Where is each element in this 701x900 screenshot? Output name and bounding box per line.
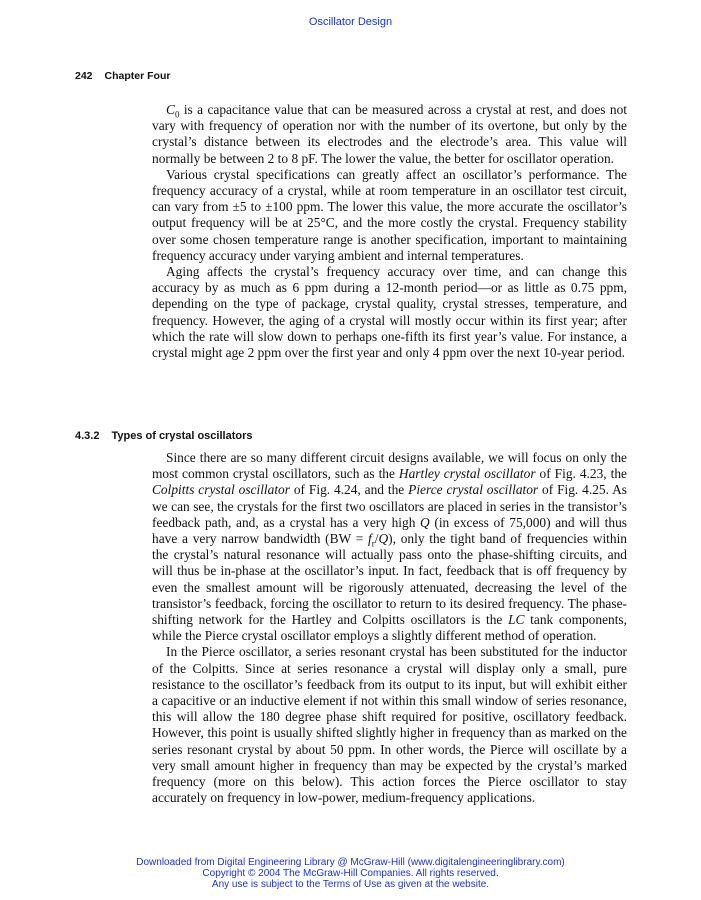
symbol-f: f <box>368 531 372 547</box>
symbol-c: C <box>166 102 175 117</box>
term-lc: LC <box>508 612 525 628</box>
running-header-link[interactable]: Oscillator Design <box>308 16 393 28</box>
footer-notice <box>0 857 701 890</box>
symbol-q: Q <box>420 514 430 530</box>
symbol-f-sub: r <box>371 538 375 549</box>
paragraph-pierce: In the Pierce oscillator, a series resonant crystal has been substituted for the inductor of the Colpitts. Since at series resonance a crystal will display only a small, pure resistance to the oscillator’s feedback from its output to its input, but will exhibit either a capacitive or an inductive element if not within this small window of series resonance, this will allow the 180 degree phase shift required for positive, oscillatory feedback. However, this point is usually shifted slightly higher in frequency than as marked on the series resonant crystal by about 50 ppm. In other words, the Pierce will oscillate by a very small amount higher in frequency than may be expected by the crystal’s marked frequency (more on this below). This action forces the Pierce oscillator to stay accurately on frequency in low-power, medium-frequency applications. <box>152 644 627 806</box>
term-hartley: Hartley crystal oscillator <box>398 466 536 482</box>
symbol-q: Q <box>378 531 389 547</box>
paragraph-specifications: Various crystal specifications can greatly affect an oscillator’s performance. The frequency accuracy of a crystal, while at room temperature in an oscillator test circuit, can vary from ±5 to ±100 ppm. The lower this value, the more accurate the oscillator’s output frequency will be at 25°C, and the more costly the crystal. Frequency stability over some chosen temperature range is another specification, important to maintaining frequency accuracy under varying ambient and internal temperatures. <box>152 166 627 263</box>
text-run: of Fig. 4.25. As we can see, the crystals for the first two oscillators are placed in series in the transistor’s feedback path, and, as a crystal has a very high <box>152 482 627 530</box>
text-run: ), only the tight band of frequencies within the crystal’s natural resonance will actually pass onto the phase-shifting circuits, and will thus be in-phase at the oscillator’s input. In fact, feedback that is off frequency by even the smallest amount will be rigorously attenuated, decreasing the level of the transistor’s feedback, forcing the oscillator to return to its desired frequency. The phase-shifting network for the Hartley and Colpitts oscillators is the <box>152 531 627 628</box>
section-number: 4.3.2 <box>75 430 100 442</box>
paragraph-aging: Aging affects the crystal’s frequency accuracy over time, and can change this accuracy by as much as 6 ppm during a 12-month period—or as little as 0.75 ppm, depending on the type of package, crystal quality, crystal stresses, temperature, and frequency. However, the aging of a crystal will mostly occur within its first year; after which the rate will slow down to perhaps one-fifth its first year’s value. For instance, a crystal might age 2 ppm over the first year and only 4 ppm over the next 10-year period. <box>152 264 627 361</box>
body-text-top <box>152 102 627 361</box>
text-run: (in excess of 75,000) and will thus have a very narrow bandwidth (BW = <box>152 514 627 547</box>
text-run: of Fig. 4.24, and the <box>289 482 409 498</box>
term-colpitts: Colpitts crystal oscillator <box>152 482 290 498</box>
text-run: tank components, while the Pierce crystal oscillator employs a slightly different method of operation. <box>152 612 627 644</box>
text-run: / <box>374 531 379 547</box>
body-text-bottom <box>152 450 627 806</box>
paragraph-c0 <box>152 102 627 167</box>
paragraph-types <box>152 450 627 644</box>
paragraph-c0-text: is a capacitance value that can be measured across a crystal at rest, and does not vary with frequency of operation nor with the number of its overtone, but only by the crystal’s distance between its electrodes and the electrode’s area. This value will normally be between 2 to 8 pF. The lower the value, the better for oscillator operation. <box>152 102 627 166</box>
symbol-sub: 0 <box>174 109 180 120</box>
chapter-title: Chapter Four <box>104 70 171 82</box>
term-pierce: Pierce crystal oscillator <box>408 482 539 498</box>
page-header <box>75 70 170 82</box>
text-run: Since there are so many different circuit designs available, we will focus on only the most common crystal oscillators, such as the <box>152 450 627 482</box>
footer-copyright: Copyright © 2004 The McGraw-Hill Companies. All rights reserved. <box>202 868 499 879</box>
footer-terms[interactable]: Any use is subject to the Terms of Use as given at the website. <box>211 879 490 890</box>
text-run: of Fig. 4.23, the <box>535 466 627 482</box>
section-heading <box>75 430 253 442</box>
page-number: 242 <box>75 70 93 82</box>
footer-download-link[interactable]: Downloaded from Digital Engineering Library @ McGraw-Hill (www.digitalengineeringlibrary.com) <box>136 857 565 868</box>
section-title: Types of crystal oscillators <box>111 430 253 442</box>
